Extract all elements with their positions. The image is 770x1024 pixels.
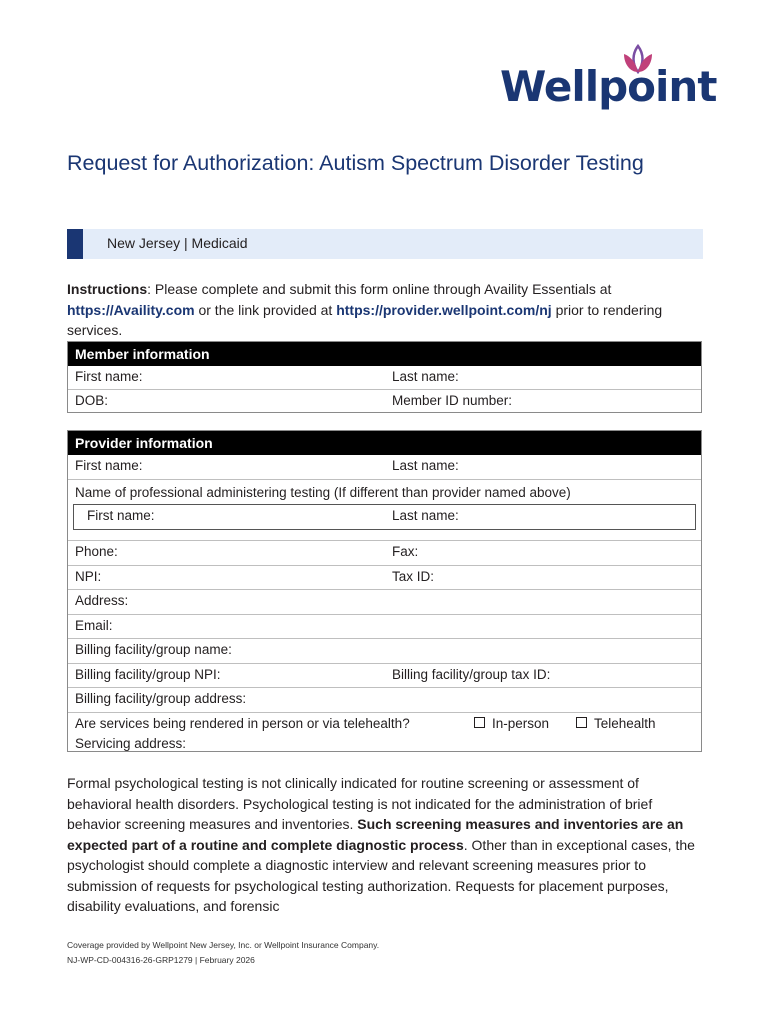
member-dob-field[interactable]: DOB:	[75, 393, 109, 408]
provider-portal-link[interactable]: https://provider.wellpoint.com/nj	[336, 301, 552, 318]
phone-field[interactable]: Phone:	[75, 544, 118, 559]
provider-row-npi	[68, 565, 701, 589]
testing-policy-paragraph	[67, 773, 707, 917]
email-field[interactable]: Email:	[75, 618, 113, 633]
billing-npi-field[interactable]: Billing facility/group NPI:	[75, 667, 221, 682]
member-row-dob	[68, 389, 701, 413]
provider-row-email	[68, 614, 701, 638]
policy-text-1: Formal psychological testing is not clinically indicated for routine screening or assessment of behavioral health disorders. Psychological testing is not indicated for the administration of brief behavior screening measures and inventories.	[67, 775, 653, 832]
member-id-field[interactable]: Member ID number:	[392, 393, 513, 408]
page-title: Request for Authorization: Autism Spectrum Disorder Testing	[67, 151, 644, 175]
fax-field[interactable]: Fax:	[392, 544, 419, 559]
telehealth-option[interactable]	[576, 716, 656, 731]
telehealth-checkbox[interactable]	[576, 717, 587, 728]
footer-coverage: Coverage provided by Wellpoint New Jersey, Inc. or Wellpoint Insurance Company.	[67, 940, 380, 950]
instructions-text-1: : Please complete and submit this form online through Availity Essentials at	[147, 281, 612, 297]
provider-row-phone	[68, 540, 701, 565]
telehealth-label: Telehealth	[594, 716, 656, 731]
provider-row-billing-npi	[68, 663, 701, 687]
provider-information-section	[67, 430, 702, 752]
provider-information-header: Provider information	[68, 431, 701, 455]
policy-bold-text: Such screening measures and inventories are an expected part of a routine and complete diagnostic process	[67, 816, 684, 853]
member-information-section	[67, 341, 702, 413]
professional-label: Name of professional administering testing (If different than provider named above)	[75, 485, 571, 500]
availity-link[interactable]: https://Availity.com	[67, 301, 195, 318]
provider-row-billing-name	[68, 638, 701, 663]
member-row-name	[68, 366, 701, 389]
npi-field[interactable]: NPI:	[75, 569, 102, 584]
professional-last-name-field[interactable]: Last name:	[392, 508, 459, 523]
provider-last-name-field[interactable]: Last name:	[392, 458, 459, 473]
servicing-address-field[interactable]: Servicing address:	[75, 736, 187, 751]
policy-text-2: . Other than in exceptional cases, the psychologist should complete a diagnostic interview and relevant screening measures prior to submission of requests for psychological testing authorization. Requests for placement purposes, disability evaluations, and forensic	[67, 836, 695, 914]
billing-name-field[interactable]: Billing facility/group name:	[75, 642, 232, 657]
member-information-header: Member information	[68, 342, 701, 366]
provider-row-name	[68, 455, 701, 479]
provider-row-telehealth	[68, 712, 701, 736]
logo-wordmark: Wellpoint	[500, 62, 717, 111]
professional-row	[68, 479, 701, 540]
billing-address-field[interactable]: Billing facility/group address:	[75, 691, 247, 706]
instructions-text-2: or the link provided at	[194, 301, 337, 318]
wellpoint-logo	[500, 44, 717, 114]
member-last-name-field[interactable]: Last name:	[392, 369, 459, 384]
provider-row-address	[68, 589, 701, 614]
provider-first-name-field[interactable]: First name:	[75, 458, 143, 473]
instructions	[67, 279, 707, 341]
telehealth-question: Are services being rendered in person or via telehealth?	[75, 716, 410, 731]
inperson-option[interactable]	[474, 716, 549, 731]
tax-id-field[interactable]: Tax ID:	[392, 569, 435, 584]
band-accent-bar	[67, 229, 83, 259]
member-first-name-field[interactable]: First name:	[75, 369, 143, 384]
professional-name-box	[73, 504, 696, 530]
billing-tax-id-field[interactable]: Billing facility/group tax ID:	[392, 667, 551, 682]
state-program-label: New Jersey | Medicaid	[107, 235, 248, 251]
instructions-label: Instructions	[67, 281, 148, 297]
footer	[67, 938, 379, 968]
provider-row-billing-address	[68, 687, 701, 712]
footer-form-id: NJ-WP-CD-004316-26-GRP1279 | February 2026	[67, 955, 255, 965]
provider-row-servicing-address	[68, 736, 701, 758]
instructions-text-3: prior to rendering services.	[67, 301, 663, 338]
inperson-checkbox[interactable]	[474, 717, 485, 728]
state-band	[67, 229, 703, 259]
address-field[interactable]: Address:	[75, 593, 129, 608]
professional-first-name-field[interactable]: First name:	[87, 508, 155, 523]
inperson-label: In-person	[492, 716, 550, 731]
